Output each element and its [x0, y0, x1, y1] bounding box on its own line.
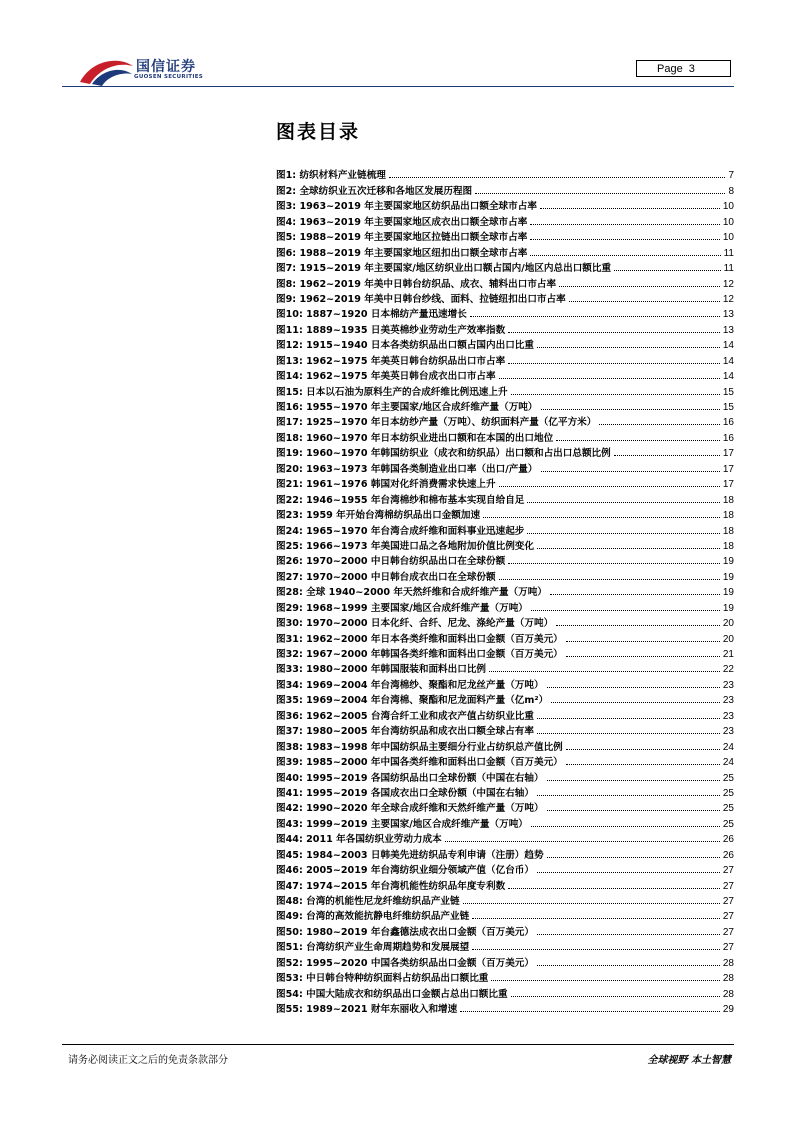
toc-entry-page: 27	[722, 865, 734, 877]
toc-entry[interactable]	[276, 305, 734, 320]
toc-dot-leader	[530, 255, 720, 256]
toc-entry-page: 15	[722, 386, 734, 398]
toc-entry-page: 10	[722, 216, 734, 228]
toc-entry[interactable]	[276, 212, 734, 227]
toc-entry-label: 图16: 1955~1970 年主要国家/地区合成纤维产量（万吨）	[276, 402, 538, 413]
toc-dot-leader	[537, 934, 720, 935]
toc-dot-leader	[511, 996, 720, 997]
toc-dot-leader	[511, 394, 720, 395]
toc-entry-page: 21	[722, 649, 734, 660]
toc-entry-page: 18	[722, 510, 734, 522]
toc-entry[interactable]	[276, 243, 734, 258]
toc-dot-leader	[537, 795, 720, 796]
toc-entry-label: 图52: 1995~2020 中国各类纺织品出口金额（百万美元）	[276, 957, 534, 969]
toc-entry-label: 图26: 1970~2000 中日韩台纺织品出口在全球份额	[276, 556, 506, 568]
toc-entry-label: 图50: 1980~2019 年台鑫德法成衣出口金额（百万美元）	[276, 926, 534, 938]
toc-dot-leader	[556, 440, 720, 441]
toc-entry-page: 22	[722, 664, 734, 676]
toc-entry[interactable]	[276, 567, 734, 582]
toc-entry[interactable]	[276, 459, 734, 474]
toc-entry[interactable]	[276, 953, 734, 968]
toc-dot-leader	[551, 702, 720, 703]
toc-entry-label: 图22: 1946~1955 年台湾棉纱和棉布基本实现自给自足	[276, 494, 525, 506]
toc-entry[interactable]	[276, 814, 734, 829]
toc-entry-page: 16	[722, 417, 734, 429]
toc-entry[interactable]	[276, 166, 734, 181]
toc-entry-page: 25	[722, 803, 734, 815]
toc-entry-label: 图29: 1968~1999 主要国家/地区合成纤维产量（万吨）	[276, 602, 528, 614]
toc-entry-page: 12	[722, 293, 734, 305]
toc-entry-label: 图15: 日本以石油为原料生产的合成纤维比例迅速上升	[276, 386, 508, 398]
toc-entry[interactable]	[276, 645, 734, 660]
footer-slogan: 全球视野 本土智慧	[647, 1055, 731, 1066]
toc-entry-label: 图28: 全球 1940~2000 年天然纤维和合成纤维产量（万吨）	[276, 587, 547, 599]
toc-entry-label: 图3: 1963~2019 年主要国家地区纺织品出口额全球市占率	[276, 201, 537, 213]
page-label: Page	[657, 63, 683, 75]
toc-entry-page: 26	[722, 834, 734, 846]
toc-entry-label: 图54: 中国大陆成衣和纺织品出口金额占总出口额比重	[276, 988, 508, 1000]
toc-entry-page: 23	[722, 726, 734, 738]
toc-entry-page: 27	[722, 896, 734, 907]
toc-dot-leader	[566, 656, 720, 657]
toc-entry[interactable]	[276, 861, 734, 876]
toc-entry[interactable]	[276, 922, 734, 937]
toc-entry[interactable]	[276, 675, 734, 690]
toc-entry-label: 图30: 1970~2000 日本化纤、合纤、尼龙、涤纶产量（万吨）	[276, 618, 554, 630]
toc-entry[interactable]	[276, 629, 734, 644]
toc-entry-label: 图42: 1990~2020 年全球合成纤维和天然纤维产量（万吨）	[276, 803, 544, 815]
toc-entry-label: 图32: 1967~2000 年韩国各类纤维和面料出口金额（百万美元）	[276, 649, 563, 660]
toc-entry-label: 图43: 1999~2019 主要国家/地区合成纤维产量（万吨）	[276, 818, 528, 830]
toc-dot-leader	[527, 533, 719, 534]
page-title: 图表目录	[276, 121, 361, 143]
toc-entry-label: 图45: 1984~2003 日韩美先进纺织品专利申请（注册）趋势	[276, 849, 544, 861]
toc-entry[interactable]	[276, 660, 734, 675]
toc-entry-label: 图27: 1970~2000 中日韩台成衣出口在全球份额	[276, 571, 496, 583]
toc-entry-label: 图25: 1966~1973 年美国进口品之各地附加价值比例变化	[276, 540, 534, 552]
toc-entry-page: 18	[722, 494, 734, 506]
toc-entry-label: 图51: 台湾纺织产业生命周期趋势和发展展望	[276, 942, 470, 954]
toc-entry-page: 19	[722, 587, 734, 599]
toc-entry-page: 27	[722, 880, 734, 892]
toc-entry-page: 23	[722, 695, 734, 707]
toc-entry-page: 11	[723, 263, 734, 275]
toc-entry-page: 27	[722, 911, 734, 923]
toc-entry[interactable]	[276, 259, 734, 274]
toc-entry[interactable]	[276, 768, 734, 783]
toc-entry[interactable]	[276, 413, 734, 428]
toc-dot-leader	[470, 316, 720, 317]
page-number: 3	[688, 63, 695, 75]
toc-entry-label: 图55: 1989~2021 财年东丽收入和增速	[276, 1004, 458, 1016]
toc-entry-page: 27	[722, 926, 734, 938]
toc-entry-label: 图10: 1887~1920 日本棉纺产量迅速增长	[276, 309, 467, 321]
toc-entry[interactable]	[276, 907, 734, 922]
toc-dot-leader	[508, 888, 720, 889]
toc-entry-label: 图41: 1995~2019 各国成衣出口全球份额（中国在右轴）	[276, 787, 534, 799]
toc-entry[interactable]	[276, 320, 734, 335]
toc-dot-leader	[566, 764, 720, 765]
toc-dot-leader	[541, 471, 720, 472]
toc-entry[interactable]	[276, 228, 734, 243]
toc-entry[interactable]	[276, 444, 734, 459]
toc-entry-label: 图48: 台湾的机能性尼龙纤维纺织品产业链	[276, 896, 460, 907]
toc-dot-leader	[531, 610, 720, 611]
logo-text-en: GUOSEN SECURITIES	[134, 74, 204, 80]
toc-entry[interactable]	[276, 722, 734, 737]
toc-entry-page: 19	[722, 556, 734, 568]
toc-entry-page: 13	[722, 324, 734, 336]
toc-dot-leader	[460, 1011, 720, 1012]
toc-dot-leader	[569, 301, 720, 302]
toc-dot-leader	[547, 857, 720, 858]
toc-entry[interactable]	[276, 506, 734, 521]
toc-entry-page: 8	[728, 185, 734, 197]
toc-entry[interactable]	[276, 598, 734, 613]
toc-entry-page: 13	[722, 309, 734, 321]
toc-dot-leader	[472, 918, 720, 919]
toc-dot-leader	[540, 208, 720, 209]
toc-entry-page: 14	[722, 340, 734, 352]
toc-entry-page: 20	[722, 633, 734, 645]
toc-dot-leader	[472, 949, 720, 950]
toc-entry[interactable]	[276, 784, 734, 799]
toc-entry-page: 28	[722, 988, 734, 1000]
toc-entry-label: 图44: 2011 年各国纺织业劳动力成本	[276, 834, 442, 846]
toc-entry-page: 14	[722, 355, 734, 367]
toc-entry-label: 图31: 1962~2000 年日本各类纤维和面料出口金额（百万美元）	[276, 633, 563, 645]
toc-entry-page: 27	[722, 942, 734, 954]
toc-entry-label: 图1: 纺织材料产业链梳理	[276, 170, 386, 182]
toc-entry-label: 图12: 1915~1940 日本各类纺织品出口额占国内出口比重	[276, 340, 534, 352]
toc-entry-page: 28	[722, 957, 734, 969]
toc-entry[interactable]	[276, 290, 734, 305]
toc-entry[interactable]	[276, 737, 734, 752]
toc-entry-page: 25	[722, 787, 734, 799]
toc-dot-leader	[499, 378, 720, 379]
toc-entry-page: 24	[722, 741, 734, 753]
toc-entry[interactable]	[276, 583, 734, 598]
toc-entry-page: 10	[722, 201, 734, 213]
toc-entry-label: 图18: 1960~1970 年日本纺织业进出口额和在本国的出口地位	[276, 432, 554, 444]
toc-entry-page: 17	[722, 463, 734, 475]
toc-entry-page: 18	[722, 525, 734, 537]
toc-entry[interactable]	[276, 197, 734, 212]
toc-entry-page: 7	[728, 170, 734, 182]
toc-dot-leader	[537, 733, 720, 734]
toc-entry-label: 图2: 全球纺织业五次迁移和各地区发展历程图	[276, 185, 473, 197]
toc-entry[interactable]	[276, 274, 734, 289]
toc-dot-leader	[541, 409, 720, 410]
toc-entry-page: 11	[723, 247, 734, 259]
toc-dot-leader	[483, 517, 720, 518]
toc-entry[interactable]	[276, 753, 734, 768]
toc-entry-page: 10	[722, 232, 734, 244]
toc-entry-label: 图9: 1962~2019 年美中日韩台纱线、面料、拉链纽扣出口市占率	[276, 293, 566, 305]
toc-entry[interactable]	[276, 845, 734, 860]
toc-dot-leader	[537, 872, 720, 873]
toc-entry-page: 19	[722, 571, 734, 583]
toc-entry-page: 16	[722, 432, 734, 444]
toc-dot-leader	[508, 563, 720, 564]
toc-entry-page: 18	[722, 540, 734, 552]
toc-dot-leader	[556, 625, 720, 626]
toc-dot-leader	[530, 239, 720, 240]
toc-entry-page: 29	[722, 1004, 734, 1016]
toc-dot-leader	[499, 579, 720, 580]
toc-entry-page: 25	[722, 818, 734, 830]
toc-entry[interactable]	[276, 181, 734, 196]
toc-dot-leader	[389, 177, 726, 178]
toc-entry-label: 图37: 1980~2005 年台湾纺织品和成衣出口额全球占有率	[276, 726, 534, 738]
toc-entry[interactable]	[276, 691, 734, 706]
toc-entry-page: 26	[722, 849, 734, 861]
toc-dot-leader	[599, 424, 720, 425]
toc-entry[interactable]	[276, 367, 734, 382]
toc-entry-page: 15	[722, 402, 734, 413]
toc-dot-leader	[614, 270, 721, 271]
toc-entry-page: 23	[722, 679, 734, 691]
toc-entry[interactable]	[276, 984, 734, 999]
toc-dot-leader	[537, 718, 720, 719]
toc-dot-leader	[547, 687, 720, 688]
toc-entry-page: 28	[722, 973, 734, 985]
toc-entry-page: 23	[722, 710, 734, 722]
toc-entry-page: 14	[722, 371, 734, 383]
toc-entry-label: 图38: 1983~1998 年中国纺织品主要细分行业占纺织总产值比例	[276, 741, 563, 753]
toc-dot-leader	[508, 332, 720, 333]
toc-dot-leader	[537, 965, 720, 966]
toc-entry[interactable]	[276, 706, 734, 721]
toc-dot-leader	[445, 841, 720, 842]
toc-entry[interactable]	[276, 490, 734, 505]
toc-entry-label: 图24: 1965~1970 年台湾合成纤维和面料事业迅速起步	[276, 525, 525, 537]
toc-dot-leader	[475, 193, 725, 194]
toc-entry-page: 12	[722, 278, 734, 290]
toc-entry[interactable]	[276, 521, 734, 536]
toc-entry-page: 17	[722, 448, 734, 460]
toc-entry-label: 图39: 1985~2000 年中国各类纤维和面料出口金额（百万美元）	[276, 757, 563, 769]
toc-dot-leader	[547, 810, 720, 811]
page-indicator	[636, 60, 731, 77]
toc-dot-leader	[489, 671, 720, 672]
toc-dot-leader	[530, 224, 720, 225]
toc-entry[interactable]	[276, 398, 734, 413]
toc-dot-leader	[537, 548, 720, 549]
toc-entry-page: 24	[722, 757, 734, 769]
toc-entry[interactable]	[276, 552, 734, 567]
toc-entry-label: 图17: 1925~1970 年日本纺纱产量（万吨）、纺织面料产量（亿平方米）	[276, 417, 597, 429]
toc-entry-label: 图14: 1962~1975 年美英日韩台成衣出口市占率	[276, 371, 496, 383]
toc-dot-leader	[491, 980, 719, 981]
toc-entry[interactable]	[276, 382, 734, 397]
toc-entry[interactable]	[276, 614, 734, 629]
toc-entry-label: 图46: 2005~2019 年台湾纺织业细分领域产值（亿台币）	[276, 865, 534, 877]
toc-dot-leader	[499, 486, 720, 487]
toc-entry[interactable]	[276, 537, 734, 552]
toc-entry[interactable]	[276, 892, 734, 907]
toc-entry-label: 图36: 1962~2005 台湾合纤工业和成衣产值占纺织业比重	[276, 710, 534, 722]
toc-entry[interactable]	[276, 799, 734, 814]
toc-entry-label: 图21: 1961~1976 韩国对化纤消费需求快速上升	[276, 479, 496, 491]
toc-entry-label: 图40: 1995~2019 各国纺织品出口全球份额（中国在右轴）	[276, 772, 544, 784]
toc-entry[interactable]	[276, 830, 734, 845]
toc-dot-leader	[508, 363, 720, 364]
toc-list	[276, 166, 734, 1015]
toc-entry[interactable]	[276, 1000, 734, 1015]
footer-disclaimer: 请务必阅读正文之后的免责条款部分	[68, 1055, 228, 1066]
toc-entry-page: 17	[722, 479, 734, 491]
toc-entry-label: 图4: 1963~2019 年主要国家地区成衣出口额全球市占率	[276, 216, 528, 228]
toc-entry-label: 图8: 1962~2019 年美中日韩台纺织品、成衣、辅料出口市占率	[276, 278, 557, 290]
toc-entry-page: 20	[722, 618, 734, 630]
toc-dot-leader	[463, 903, 720, 904]
toc-entry[interactable]	[276, 969, 734, 984]
toc-entry-label: 图11: 1889~1935 日美英棉纱业劳动生产效率指数	[276, 324, 506, 336]
toc-entry-label: 图7: 1915~2019 年主要国家/地区纺织业出口额占国内/地区内总出口额比重	[276, 263, 612, 275]
toc-entry-label: 图6: 1988~2019 年主要国家地区纽扣出口额全球市占率	[276, 247, 528, 259]
toc-entry-label: 图34: 1969~2004 年台湾棉纱、聚酯和尼龙丝产量（万吨）	[276, 679, 544, 691]
header-divider	[62, 86, 734, 87]
toc-entry-label: 图20: 1963~1973 年韩国各类制造业出口率（出口/产量）	[276, 463, 538, 475]
toc-entry[interactable]	[276, 351, 734, 366]
toc-dot-leader	[531, 826, 720, 827]
toc-dot-leader	[537, 347, 720, 348]
toc-entry-label: 图35: 1969~2004 年台湾棉、聚酯和尼龙面料产量（亿m²）	[276, 695, 549, 707]
toc-entry-page: 25	[722, 772, 734, 784]
toc-entry[interactable]	[276, 336, 734, 351]
toc-dot-leader	[614, 455, 720, 456]
toc-dot-leader	[566, 749, 720, 750]
toc-dot-leader	[550, 594, 720, 595]
toc-entry[interactable]	[276, 876, 734, 891]
toc-entry[interactable]	[276, 938, 734, 953]
toc-entry-label: 图49: 台湾的高效能抗静电纤维纺织品产业链	[276, 911, 470, 923]
toc-entry-label: 图47: 1974~2015 年台湾机能性纺织品年度专利数	[276, 880, 506, 892]
toc-entry[interactable]	[276, 428, 734, 443]
toc-dot-leader	[566, 641, 720, 642]
toc-entry-label: 图53: 中日韩台特种纺织面料占纺织品出口额比重	[276, 973, 489, 985]
footer-divider	[62, 1044, 734, 1045]
toc-entry-label: 图33: 1980~2000 年韩国服装和面料出口比例	[276, 664, 487, 676]
toc-dot-leader	[547, 780, 720, 781]
toc-dot-leader	[527, 502, 719, 503]
toc-entry[interactable]	[276, 475, 734, 490]
toc-entry-label: 图19: 1960~1970 年韩国纺织业（成衣和纺织品）出口额和占出口总额比例	[276, 448, 611, 460]
toc-entry-page: 19	[722, 602, 734, 614]
toc-entry-label: 图23: 1959 年开始台湾棉纺织品出口金额加速	[276, 510, 481, 522]
toc-dot-leader	[559, 286, 720, 287]
toc-entry-label: 图13: 1962~1975 年美英日韩台纺织品出口市占率	[276, 355, 506, 367]
logo-text-cn: 国信证券	[136, 59, 196, 75]
toc-entry-label: 图5: 1988~2019 年主要国家地区拉链出口额全球市占率	[276, 232, 528, 244]
